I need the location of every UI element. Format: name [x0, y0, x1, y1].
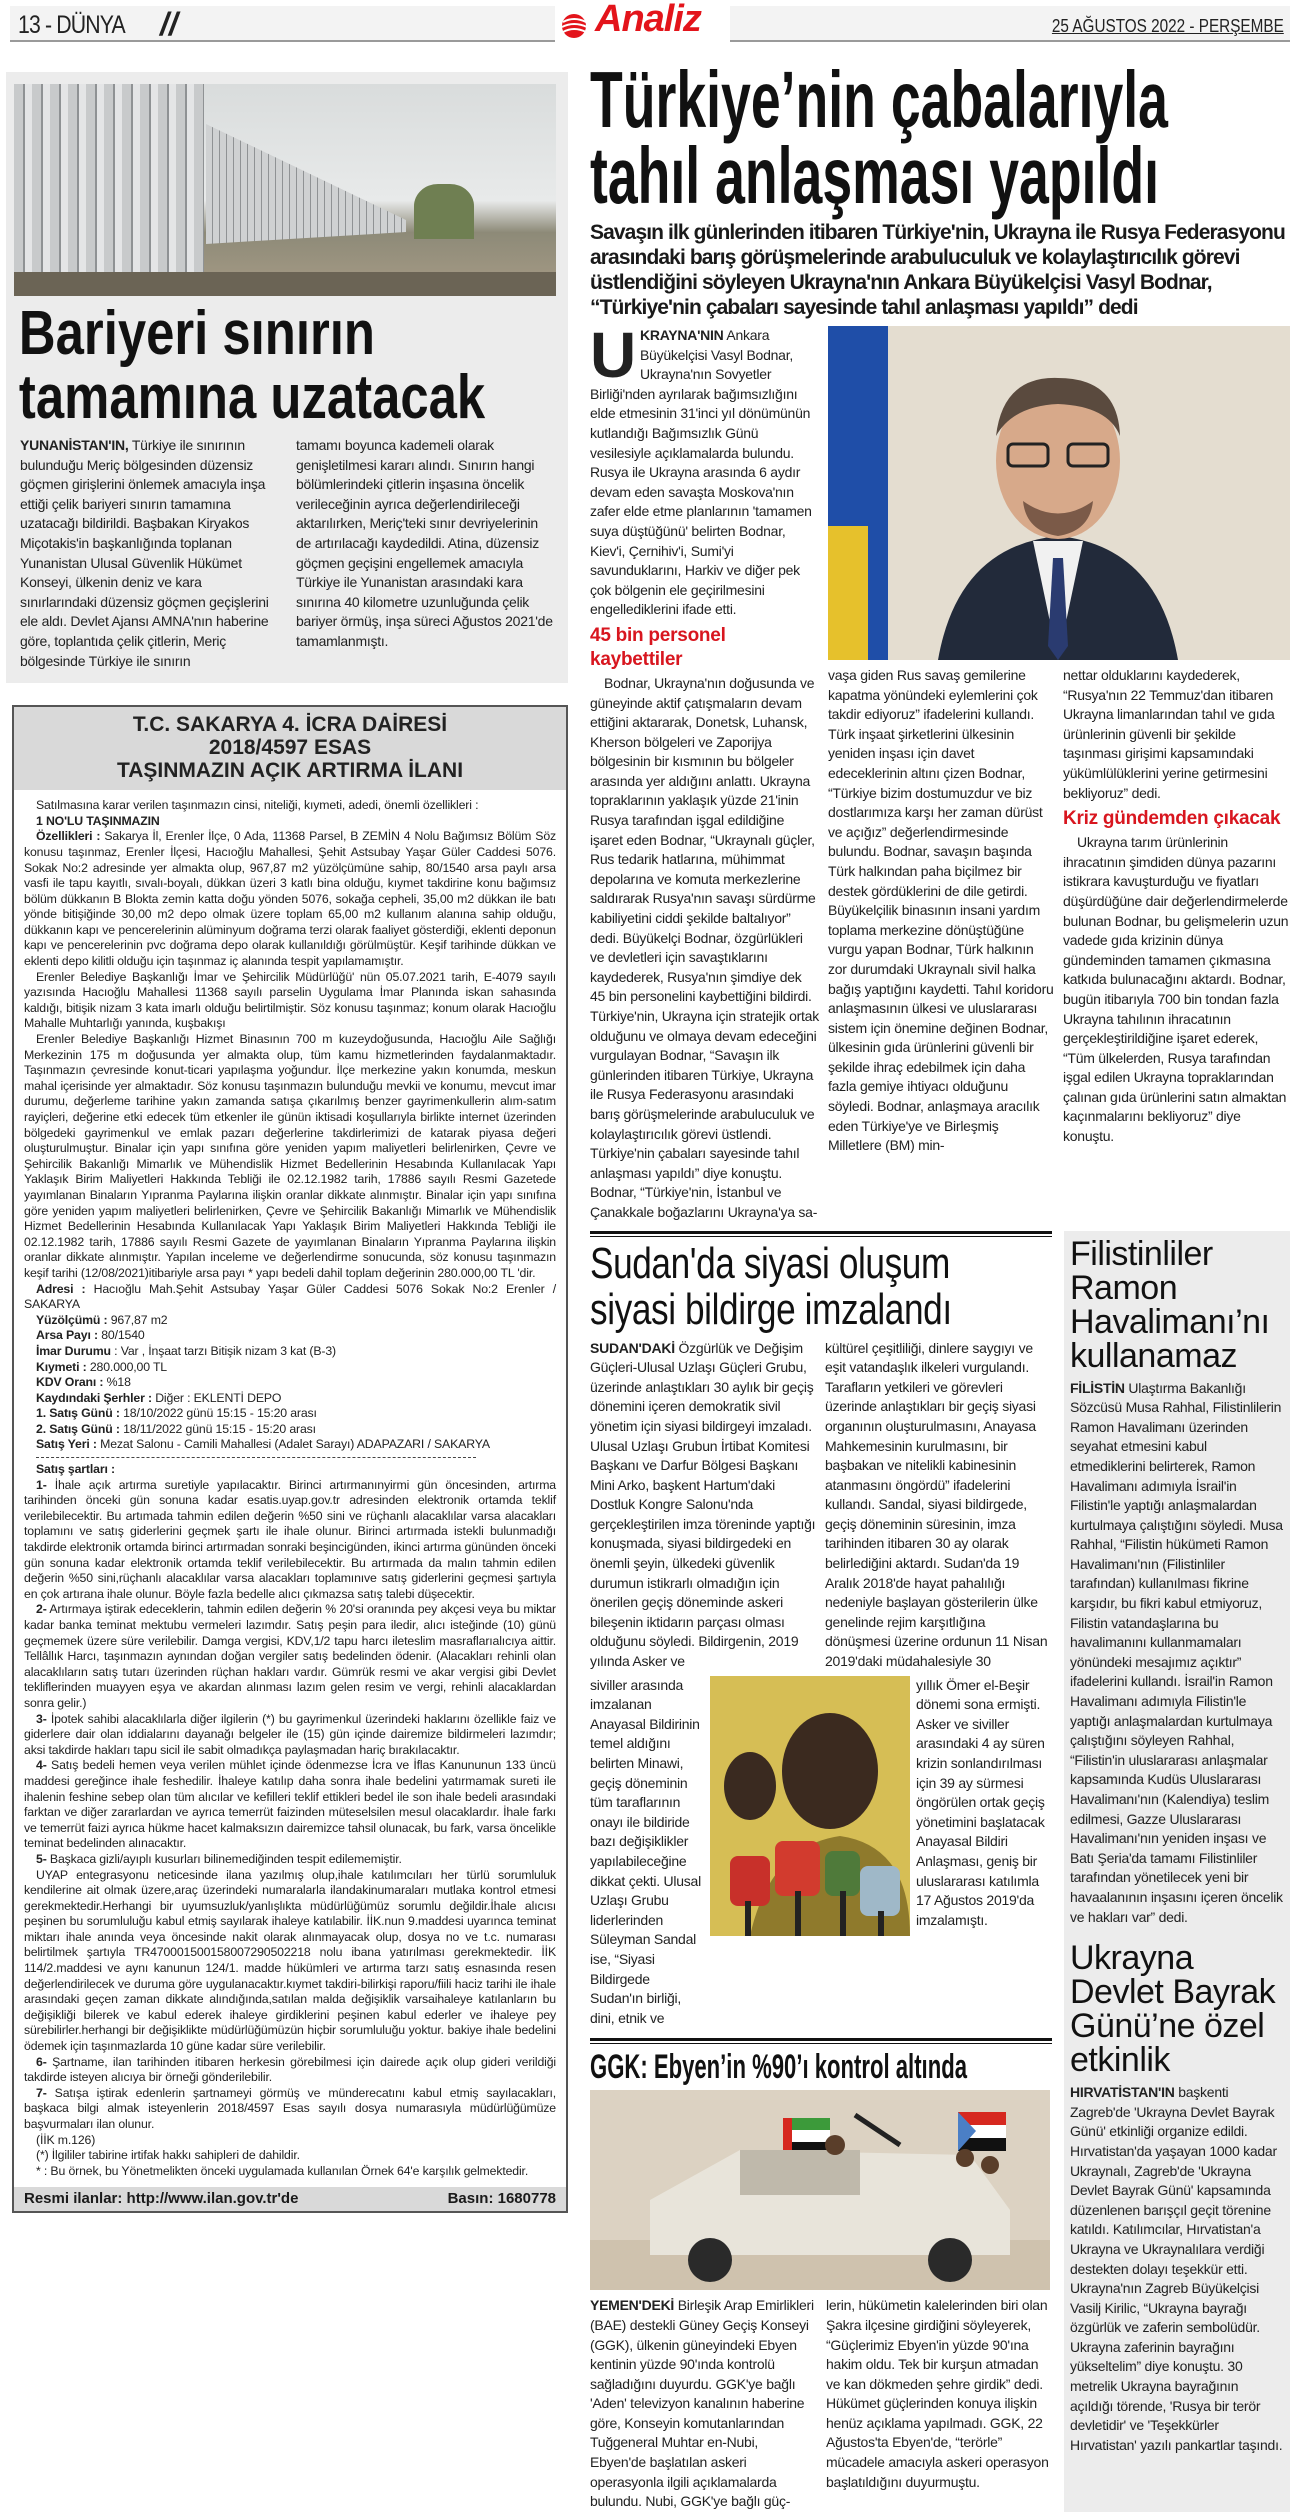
- subhead-text: Savaşın ilk günlerinden itibaren Türkiye'nin, Ukrayna ile Rusya Federasyonu arasındaki barış görüşmelerinde arabuluculuk ve kolaylaştırıcılık görevi üstlendiğini söyleyen Ukrayna'nın Ankara Büyükelçisi Vasyl Bodnar, “Türkiye'nin çabaları sayesinde tahıl anlaşması yapıldı” dedi: [590, 221, 1285, 319]
- headline-line: siyasi bildirge imzalandı: [590, 1284, 952, 1334]
- law-reference: (İİK m.126): [36, 2132, 96, 2147]
- label: Kaydındaki Şerhler :: [36, 1390, 152, 1405]
- body-text: kültürel çeşitliliği, dinlere saygıyı ve eşit vatandaşlık ilkeleri vurgulandı. Tarafların yetkileri ve görevleri üzerinde anlaştıkları bir geçiş siyasi organının oluşturulmasını, Anayasa Mahkemesinin kurulmasını, bir başbakan ve nitelikli kabinesinin atanmasını öngördü” ifadelerini kullandı. Sandal, siyasi bildirgede, geçiş döneminin süresinin, imza tarihinden itibaren 30 ay olarak belirlediğini aktardı. Sudan'da 19 Aralık 2018'de hayat pahalılığı nedeniyle başlayan gösterilerin ülke genelinde rejim karşıtlığına dönüşmesi üzerine ordunun 11 Nisan 2019'daki müdahalesiyle 30: [825, 1339, 1048, 1670]
- label: Kıymeti :: [36, 1359, 87, 1374]
- drop-cap: U: [590, 319, 636, 391]
- newspaper-logo: [555, 0, 730, 42]
- sudan-col-2: [825, 1339, 1052, 1672]
- body-text: lerin, hükümetin kalelerinden biri olan Şakra ilçesine girdiğini söyleyerek, “Güçlerimiz Ebyen'in yüzde 90'ına hakim oldu. Tek bir kurşun atmadan ve kan dökmeden şehre girdik” dedi. Hükümet güçlerinden konuya ilişkin henüz açıklama yapılmadı. GGK, 22 Ağustos'ta Ebyen'de, “terörle” mücadele amacıyla askeri operasyon başlatıldığını duyurmuştu.: [826, 2297, 1049, 2490]
- barrier-headline: [14, 299, 486, 432]
- body-text: Ulaştırma Bakanlığı Sözcüsü Musa Rahhal, Filistinlilerin Ramon Havalimanı üzerinden seyahat etmesini kabul etmediklerini belirterek, Ramon Havalimanı adımıyla İsrail'in Filistin'le yaptığı anlaşmalardan kurtulmaya çalıştığını söyledi. Musa Rahhal, “Filistin hükümeti Ramon Havalimanı'nın (Filistinliler tarafından) kullanılması fikrine karşıdır, bu fikri kabul etmiyoruz, Filistin vatandaşlarına bu havalimanını kullanmamaları yönündeki mesajımız açıktır” ifadelerini kullandı. İsrail'in Ramon Havalimanı adımıyla Filistin'le yaptığı anlaşmalardan kurtulmaya çalıştığını söyleyen Rahhal, “Filistin'in uluslararası anlaşmalar kapsamında Kudüs Uluslararası Havalimanı'nın (Kalendiya) teslim edilmesi, Gazze Uluslararası Havalimanı'nın yeniden inşası ve Batı Şeria'da tamamı Filistinliler tarafından yönetilecek yeni bir havaalanının inşasını içeren öncelik ve hakları var” dedi.: [1070, 1379, 1283, 1925]
- label: Adresi :: [36, 1281, 86, 1296]
- ggk-col-1: [590, 2296, 816, 2512]
- section-slashes: //: [160, 6, 178, 42]
- condition-number: 2-: [36, 1602, 47, 1617]
- value: Mezat Salonu - Camili Mahallesi (Adalet Sarayı) ADAPAZARI / SAKARYA: [96, 1437, 490, 1452]
- condition-number: 5-: [36, 1851, 47, 1866]
- border-fence-photo: [14, 84, 556, 296]
- section-divider: [590, 2038, 1052, 2044]
- condition-text: Satışa iştirak edenlerin şartnameyi görmüş ve münderecatını kabul etmiş sayılacakları, başkaca bilgi almak isteyenlerin 2018/4597 Esas sayılı dosya numarasıyla müdürlüğümüze başvurmaları ilan olunur.: [24, 2085, 556, 2131]
- value: 967,87 m2: [107, 1312, 168, 1327]
- notice-body: [14, 790, 566, 2187]
- military-truck-flags-icon: [590, 2090, 1050, 2290]
- body-text: Ukrayna tarım ürünlerinin ihracatının şimdiden dünya pazarını istikrara kavuşturduğu ve fiyatları düşürdüğüne dair değerlendirmelerde bulunan Bodnar, bu gelişmelerin uzun vadede gıda krizinin dünya gündeminden tamamen çıkmasına katkıda bulunacağını aktardı. Bodnar, bugün itibarıyla 700 bin tondan fazla Ukrayna tahılının ihracatının gerçekleştirildiğine işaret ederek, “Tüm ülkelerden, Rusya tarafından işgal edilen Ukrayna topraklarından çalınan gıda ürünlerini satın almaktan kaçınmalarını bekliyoruz” diye konuştu.: [1063, 834, 1289, 1145]
- sidebar-briefs: [1064, 1231, 1290, 2512]
- notice-footer: [14, 2187, 566, 2211]
- section-divider: [590, 1231, 1052, 1237]
- label: Arsa Payı :: [36, 1328, 98, 1343]
- dateline: HIRVATİSTAN'IN: [1070, 2084, 1175, 2101]
- barrier-col-2: [296, 436, 554, 671]
- sudan-press-photo: [710, 1676, 910, 1936]
- ggk-military-photo: [590, 2090, 1050, 2290]
- conditions-heading: Satış şartları :: [36, 1462, 115, 1477]
- condition-number: 7-: [36, 2085, 47, 2100]
- ukraine-col-1: [590, 319, 820, 1223]
- ambassador-portrait-icon: [828, 326, 1290, 660]
- sudan-col-1: [590, 1339, 817, 1672]
- ukraine-subheadline: [590, 220, 1290, 320]
- headline-line: Türkiye’nin çabalarıyla: [590, 55, 1168, 144]
- barrier-col-1: [20, 436, 278, 671]
- body-text: nettar olduklarını kaydederek, “Rusya'nın 22 Temmuz'dan itibaren Ukrayna limanlarından tahıl ve gıda ürünlerinin güvenli bir şekilde taşınması girişimi kapsamındaki yükümlülüklerini yerine getirmesini bekliyoruz” dedi.: [1063, 667, 1275, 801]
- condition-text: Başkaca gizli/ayıplı kusurları bilinemediğinden tespit edilememiştir.: [46, 1851, 402, 1866]
- body-text: başkenti Zagreb'de 'Ukrayna Devlet Bayrak Günü' etkinliği organize edildi. Hırvatistan'da yaşayan 1000 kadar Ukraynalı, Zagreb'de 'Ukrayna Devlet Bayrak Günü' kapsamında düzenlenen barışçıl geçit törenine katıldı. Katılımcılar, Hırvatistan'a Ukrayna ve Ukraynalılara verdiği destekten dolayı teşekkür etti. Ukrayna'nın Zagreb Büyükelçisi Vasilj Kirilic, “Ukrayna bayrağı özgürlük ve zaferin sembolüdür. Ukrayna zaferinin bayrağını yükseltelim” diye konuştu. 30 metrelik Ukrayna bayrağının açıldığı törende, 'Rusya bir terör devletidir' ve 'Teşekkürler Hırvatistan' yazılı pankartlar taşındı.: [1070, 2084, 1283, 2453]
- label: Yüzölçümü :: [36, 1312, 108, 1327]
- body-text: yıllık Ömer el-Beşir dönemi sona ermişti. Asker ve siviller arasındaki 4 ay süren krizin sonlandırılması için 39 ay sürmesi öngörülen ortak geçiş yönetimini başlatacak Anayasal Bildiri Anlaşması, geniş bir uluslararası katılımla 17 Ağustos 2019'da imzalamıştı.: [916, 1676, 1045, 1928]
- ukraine-col-2: [828, 666, 1055, 1156]
- notice-paragraph: Erenler Belediye Başkanlığı İmar ve Şehircilik Müdürlüğü' nün 05.07.2021 tarih, E-4079 sayılı yazısında Hacıoğlu Mahallesi 11368 sayılı parselin Uygulama İmar Planında iskan sahasında kaldığı, bitişik nizam 3 kata imarlı olduğu belirtilmiştir. Söz konusu taşınmaz; konum olarak Hacıoğlu Mahalle Muhtarlığı yanında, kuşbakışı: [24, 969, 556, 1031]
- body-text: Bodnar, Ukrayna'nın doğusunda ve güneyinde aktif çatışmaların devam ettiğini aktararak, Donetsk, Luhansk, Kherson bölgeleri ve Zaporijya bölgesinin bir kısmının bu bölgeler arasında yer aldığını anlattı. Ukrayna topraklarının yaklaşık yüzde 21'inin Rusya tarafından işgal edildiğine işaret eden Bodnar, “Ukraynalı güçler, Rus tedarik hatlarına, mühimmat depolarına ve komuta merkezlerine saldırarak Rusya'nın savaşı sürdürme kabiliyetini ciddi şekilde baltalıyor” dedi. Büyükelçi Bodnar, özgürlükleri ve devletleri için savaştıklarını kaydederek, Rusya'nın şimdiye dek 45 bin personelini kaybettiğini bildirdi. Türkiye'nin, Ukrayna için stratejik ortak olduğunu ve olmaya devam edeceğini vurgulayan Bodnar, “Savaşın ilk günlerinden itibaren Türkiye, Ukrayna ile Rusya Federasyonu arasındaki barış görüşmelerinde arabuluculuk ve kolaylaştırıcılık görevi üstlendi. Türkiye'nin çabaları sayesinde tahıl anlaşması yapıldı” diye konuştu. Bodnar, “Türkiye'nin, İstanbul ve Çanakkale boğazlarını Ukrayna'ya sa-: [590, 674, 819, 1220]
- section-subhead: Kriz gündemden çıkacak: [1063, 808, 1281, 830]
- notice-subtitle: TAŞINMAZIN AÇIK ARTIRMA İLANI: [116, 759, 464, 783]
- condition-text: İpotek sahibi alacaklılarla diğer ilgilerin (*) bu gayrimenkul üzerindeki haklarını özellikle faiz ve giderlere dair olan iddialarını dayanağı belgeler ile (15) gün içinde dairemize bildirmeleri lazımdır; aksi takdirde hakları tapu sicil ile sabit olmadıkça paylaşmadan hariç bırakılacaktır.: [24, 1711, 556, 1757]
- ukraine-headline: [590, 55, 1168, 220]
- ukraine-article: [590, 319, 1290, 1223]
- body-text: tamamı boyunca kademeli olarak genişletilmesi kararı alındı. Sınırın hangi bölümlerindeki çitlerin inşasına öncelik verileceğinin ayrıca değerlendirileceği aktarılırken, Meriç'teki sınır devriyelerinin de artırılacağı kaydedildi. Atina, düzensiz göçmen geçişini engellemek amacıyla Türkiye ile Yunanistan arasındaki kara sınırına 40 kilometre uzunluğunda çelik bariyer örmüş, inşa süreci Ağustos 2021'de tamamlanmıştı.: [296, 437, 553, 649]
- sudan-col-1-narrow: [590, 1676, 704, 2029]
- footnote: * : Bu örnek, bu Yönetmelikten önceki uygulamada kullanılan Örnek 64'e karşılık gelmektedir.: [36, 2163, 529, 2178]
- notice-intro: Satılmasına karar verilen taşınmazın cinsi, niteliği, kıymeti, adedi, önemli özellikleri :: [36, 798, 479, 813]
- press-number: Basın: 1680778: [447, 2190, 556, 2208]
- condition-text: Satış bedeli hemen veya verilen mühlet içinde ödenmezse İcra ve İflas Kanununun 133 üncü maddesi gereğince ihale feshedilir. İhaleye katılıp daha sonra ihale bedelini yatırmamak sureti ile ihalenin feshine sebep olan tüm alıcılar ve kefilleri teklif ettikleri bedel ile son ihale bedeli arasındaki farktan ve diğer zararlardan ve ayrıca temerrüt faizinden müteselsilen mesul olacaklardır. İhale farkı ve temerrüt faizi ayrıca hükme hacet kalmaksızın dairemizce tahsil olunacak, bu fark, varsa öncelikle teminat bedelinden alınacaktır.: [24, 1758, 556, 1851]
- body-text: vaşa giden Rus savaş gemilerine kapatma yönündeki eylemlerini çok takdir ediyoruz” ifadelerini kullandı. Türk inşaat şirketlerini ülkesinin yeniden inşası için davet edeceklerinin altını çizen Bodnar, “Türkiye bizim dostumuzdur ve biz dostlarımıza karşı her zaman dürüst ve açığız” değerlendirmesinde bulundu. Bodnar, savaşın başında Türk halkından paha biçilmez bir destek gördüklerini de dile getirdi. Büyükelçilik binasının insani yardım toplama merkezine dönüştüğüne vurgu yapan Bodnar, Türk halkının zor durumdaki Ukraynalı sivil halka bağış yaptığını kaydetti. Tahıl koridoru anlaşmasının ülkesi ve uluslararası sistem için önemine değinen Bodnar, ülkesinin gıda ürünlerini güvenli bir şekilde ihraç edebilmek için daha fazla gemiye ihtiyacı olduğunu söyledi. Bodnar, anlaşmaya aracılık eden Türkiye'ye ve Birleşmiş Milletlere (BM) min-: [828, 667, 1054, 1154]
- text: Sakarya İl, Erenler İlçe, 0 Ada, 11368 Parsel, B ZEMİN 4 Nolu Bağımsız Bölüm Söz konusu taşınmaz, Erenler İlçesi, Hacıoğlu Mahallesi, Şehit Astsubay Yaşar Güler Caddesi 5076. Sokak No:2 adresinde yer almakta olup, 967,87 m2 yüzölçümüne sahip, 80/1540 arsa paylı arsa vasfi ile tapu kayıtlı, sıvalı-boyalı, dükkan üzeri 3 katlı bina olduğu, kıymet takdirine konu bağımsız bölüm dükkanın B Blokta zemin katta doğu yönden 5076, sokağa cepheli, 35,00 m2 dükkan ile batı yönde bitişiğinde 30,00 m2 depo olmak üzere toplam 65,00 m2 kullanım alanına sahip olduğu, dükkanın kapı ve pencerelerinin alüminyum doğrama terzi olarak faaliyet gösterdiği, eklenti deponun kapı ve pencerelerinin pvc doğrama depo olarak kullanıldığı görülmüştür. Keşif tarihinde dükkan ve eklenti depo kilitli olduğu için taşınmaz iç alanında tespit yapılamamıştır.: [24, 829, 557, 969]
- body-text: siviller arasında imzalanan Anayasal Bildirinin temel aldığını belirten Minawi, geçiş döneminin tüm taraflarının onayı ile bildiride bazı değişiklikler yapılabileceğine dikkat çekti. Ulusal Uzlaşı Grubu liderlerinden Süleyman Sandal ise, “Siyasi Bildirgede Sudan'ın birliği, dini, etnik ve: [590, 1676, 701, 2026]
- condition-number: 3-: [36, 1711, 47, 1726]
- item-heading: 1 NO'LU TAŞINMAZIN: [36, 813, 160, 828]
- croatia-headline: Ukrayna Devlet Bayrak Günü’ne özel etkinlik: [1070, 1939, 1276, 2080]
- label: Satış Yeri :: [36, 1437, 97, 1452]
- palestine-headline: Filistinliler Ramon Havalimanı’nı kullanamaz: [1070, 1234, 1270, 1375]
- body-text: Ankara Büyükelçisi Vasyl Bodnar, Ukrayna'nın Sovyetler Birliği'nden ayrılarak bağımsızlığını elde etmesinin 31'inci yıl dönümünün kutlandığı Bağımsızlık Günü vesilesiyle açıklamalarda bulundu. Rusya ile Ukrayna arasında 6 aydır devam eden savaşta Moskova'nın zafer elde etme planlarının 'tamamen suya düştüğünü' belirten Bodnar, Kiev'i, Çernihiv'i, Sumi'yi savunduklarını, Harkiv ve diğer pek çok bölgenin ele geçirilmesini engellediklerini ifade etti.: [590, 327, 812, 618]
- headline-line: tamamına uzatacak: [18, 363, 486, 432]
- section-subhead: 45 bin personel kaybettiler: [590, 624, 726, 670]
- condition-number: 4-: [36, 1758, 47, 1773]
- label: KDV Oranı :: [36, 1375, 104, 1390]
- speaker-with-microphones-icon: [710, 1676, 910, 1936]
- issue-date: 25 AĞUSTOS 2022 - PERŞEMBE: [1052, 16, 1284, 36]
- value: 80/1540: [97, 1328, 145, 1343]
- condition-text: Şartname, ilan tarihinden itibaren herkesin görebilmesi için dairede açık olup gideri verildiği takdirde isteyen alıcıya bir örneği gönderilebilir.: [24, 2054, 556, 2085]
- label: 1. Satış Günü :: [36, 1406, 120, 1421]
- sudan-col-2-narrow: [916, 1676, 1052, 1931]
- headline-text: GGK: Ebyen’in %90’ı kontrol altında: [590, 2048, 967, 2087]
- value: 18/10/2022 günü 15:15 - 15:20 arası: [119, 1406, 317, 1421]
- value: : Var , İnşaat tarzı Bitişik nizam 3 kat (B-3): [110, 1343, 336, 1358]
- body-text: Türkiye ile sınırının bulunduğu Meriç bölgesinden düzensiz göçmen girişlerini önlemek amacıyla inşa ettiği çelik bariyeri sınırın tamamına uzatacağı bildirildi. Başbakan Kiryakos Miçotakis'in başkanlığında toplanan Yunanistan Ulusal Güvenlik Hükümet Konseyi, ülkenin deniz ve kara sınırlarındaki düzensiz göçmen geçişlerini ele aldı. Devlet Ajansı AMNA'nın haberine göre, toplantıda çelik çitlerin, Meriç bölgesinde Türkiye ile sınırın: [20, 437, 269, 669]
- label: Özellikleri :: [36, 829, 101, 844]
- value: %18: [103, 1375, 131, 1390]
- headline-line: Bariyeri sınırın: [18, 299, 375, 368]
- value: Diğer : EKLENTİ DEPO: [151, 1390, 282, 1405]
- ggk-col-2: [826, 2296, 1052, 2512]
- ambassador-photo: [828, 326, 1290, 660]
- official-notices-link[interactable]: Resmi ilanlar: http://www.ilan.gov.tr'de: [24, 2190, 299, 2208]
- dateline: YUNANİSTAN'IN,: [20, 437, 129, 453]
- globe-logo-icon: [559, 12, 593, 40]
- footnote: (*) İlgililer tabirine irtifak hakkı sahipleri de dahildir.: [36, 2148, 300, 2163]
- condition-number: 6-: [36, 2054, 47, 2069]
- section-label: 13 - DÜNYA: [18, 11, 125, 39]
- dateline: YEMEN'DEKİ: [590, 2297, 675, 2314]
- dateline: SUDAN'DAKİ: [590, 1339, 675, 1356]
- croatia-body: [1070, 2083, 1284, 2455]
- value: 280.000,00 TL: [86, 1359, 167, 1374]
- condition-number: 1-: [36, 1477, 47, 1492]
- sudan-headline: [590, 1238, 960, 1334]
- palestine-body: [1070, 1379, 1284, 1928]
- label: İmar Durumu: [36, 1343, 111, 1358]
- body-text: Birleşik Arap Emirlikleri (BAE) destekli Güney Geçiş Konseyi (GGK), ülkenin güneyindeki Ebyen kentinin yüzde 90'ında kontrolü sağladığını duyurdu. GGK'ye bağlı 'Aden' televizyon kanalının haberine göre, Konseyin komutanlarından Tuğgeneral Muhtar en-Nubi, Ebyen'de başlatılan askeri operasyonla ilgili açıklamalarda bulundu. Nubi, GGK'ye bağlı güç-: [590, 2297, 814, 2510]
- notice-header: [14, 707, 566, 790]
- headline-line: tahıl anlaşması yapıldı: [590, 131, 1159, 220]
- legal-auction-notice: [12, 705, 568, 2213]
- value: 18/11/2022 günü 15:15 - 15:20 arası: [119, 1421, 316, 1436]
- notice-paragraph: UYAP entegrasyonu neticesinde ilana yazılmış olup,ihale katılımcıları her türlü sorumluluk kendilerine ait olmak üzere,araç üzerindeki numaralarla ilandakinumaraları mutlaka kontrol etmesi gerekmektedir.Herhangi bir uyumsuzluk/yanlışlıkta müdürlüğümüz sorumlu değildir.İhale alıcısı peşinen bu sorumluluğu kabul etmiş sayılarak ihaleye katılabilir. İİK.nun 9.maddesi uyarınca teminat miktarı ihale anında veya öncesinde nakit olarak alınmayacak olup, dosya no ve t.c. numarası belirtilmek şartıyla TR470001500158007290502218 nolu ibana yatırılması gerekmektedir. İİK 114/2.maddesi ve aynı kanunun 124/1. madde hükümleri ve artırma tarzı satış esnasında resen değerlendirilecek ve duruma göre uygulanacaktır.kıymet takdiri-bilirkişi raporu/fiili haciz tarihi ile ihale arasındaki geçen zaman dikkate alındığında,satılan malda değişiklik varsaihaleye katılanların bu değişikliği bilerek ve kabul ederek ihaleye girdiklerini peşinen kabul ederler ve ihaleye pey sürebilirler.herhangi bir değişiklikte müdürlüğümüzün hiçbir sorumluluğu yoktur. bakiye ihale bedelini ödemek için taşınmazlarda 10 güne kadar süre verilebilir.: [24, 1867, 556, 2054]
- condition-text: Artırmaya iştirak edeceklerin, tahmin edilen değerin % 20'si oranında pey akçesi veya bu miktar kadar banka teminat mektubu vermeleri lazımdır. Satış peşin para iledir, alıcı isteğinde (10) günü geçmemek üzere süre verilebilir. Damga vergisi, KDV,1/2 tapu harcı ileteslim masraflarıalıcıya aittir. Tellâllık Harcı, taşınmazın aynından doğan vergiler satış bedelinden ödenir. (Alacakları rehinli olan alacaklıların satış tutarı üzerinden rüçhan hakları vardır. Gümrük resmi ve akar vergisi gibi Devlet tekliflerinden muayyen eşya ve akardan alınması lazım gelen resim ve vergi, rehinli alacaklardan sonra gelir.): [24, 1602, 556, 1710]
- right-column: [590, 55, 1290, 2512]
- notice-paragraph: Erenler Belediye Başkanlığı Hizmet Binasının 700 m kuzeydoğusunda, Hacıoğlu Aile Sağlığı Merkezinin 175 m doğusunda yer almakta olup, tüm kamu hizmetlerinden faydalanmaktadır. Taşınmazın çevresinde konut-ticari yapılaşma yoğundur. İlçe merkezine yakın konumda, meskun mahal içerisinde yer almaktadır. Söz konusu taşınmazın bulunduğu mevkii ve konumu, mevcut imar durumu, değerleme tarihine yakın zamanda satışa çıkarılmış benzer gayrimenkullerin alım-satım rayiçleri, değerine etki edecek tüm etkenler ile günün iktisadi koşullarıyla birlikte internet üzerinden bölgedeki gayrimenkul ve emlak pazarı değerlerine takdirlerimizi de katarak piyasa değeri oluşturulmuştur. Binalar için yapı sınıfına göre yeniden yapım maliyetleri belirlenirken, Çevre ve Şehircilik Bakanlığı Mimarlık ve Mühendislik Hizmet Bedellerinin Hesabında Kullanılacak Yapı Yaklaşık Birim Maliyetleri Hakkında Tebliği ile 02.12.1982 tarih, 17886 sayılı Resmi Gazetede yayımlanan Binaların Yıpranma Paylarına ilişkin oranlar dikkate alınmıştır. Binalar için yapı sınıfına göre yeniden yapım maliyetleri belirlenirken, Çevre ve Şehircilik Bakanlığı Mimarlık ve Mühendislik Hizmet Bedellerinin Hesabında Kullanılacak Yapı Yaklaşık Birim Maliyetleri Hakkında Tebliği ile 02.12.1982 tarih, 17886 sayılı Resmi Gazete de yayımlanan Binaların Yıpranma Paylarına ilişkin oranlar dikkate alınmıştır. Yapılan inceleme ve değerlendirme sonucunda, söz konusu taşınmazın keşif tarihi (12/08/2021)itibariyle arsa payı * yapı bedeli dahil toplam değerinin 280.000,00 TL 'dir.: [24, 1032, 556, 1280]
- text: Hacıoğlu Mah.Şehit Astsubay Yaşar Güler Caddesi 5076 Sokak No:2 Erenler / SAKARYA: [24, 1281, 556, 1312]
- ggk-headline: [590, 2048, 967, 2087]
- divider: [36, 1457, 476, 1458]
- logo-text: Analiz: [595, 0, 701, 40]
- dateline: FİLİSTİN: [1070, 1379, 1125, 1396]
- headline-line: Sudan'da siyasi oluşum: [590, 1238, 950, 1288]
- body-text: Özgürlük ve Değişim Güçleri-Ulusal Uzlaşı Güçleri Grubu, üzerinde anlaştıkları 30 aylık bir geçiş dönemini içeren demokratik sivil yönetim için siyasi bildirgeyi imzaladı. Ulusal Uzlaşı Grubun İrtibat Komitesi Başkanı ve Darfur Bölgesi Başkanı Mini Arko, başkent Hartum'daki Dostluk Kongre Salonu'nda gerçekleştirilen imza töreninde yaptığı konuşmada, siyasi bildirgedeki en önemli şeyin, ülkedeki güvenlik durumun istikrarlı olmadığın için önerilen geçiş döneminde askeri bileşenin iktidarın parçası olması olduğunu söyledi. Bildirgenin, 2019 yılında Asker ve: [590, 1339, 816, 1670]
- notice-title: T.C. SAKARYA 4. İCRA DAİRESİ: [132, 713, 448, 737]
- dateline: KRAYNA'NIN: [639, 327, 724, 343]
- ukraine-col-3: [1063, 666, 1290, 1156]
- left-column: [6, 72, 568, 2213]
- notice-case-number: 2018/4597 ESAS: [208, 736, 372, 760]
- condition-text: İhale açık artırma suretiyle yapılacaktır. Birinci artırmanınyirmi gün öncesinden, artırma tarihinden önceki gün sonuna kadar esatis.uyap.gov.tr adresinden elektronik ortamda teklif verilebilecektir. Bu artımada tahmin edilen değerin %50 sini ve rüçhanlı alacaklılar varsa alacakları toplamını ve satış giderlerini geçmek şartı ile ihale olunur. Birinci artırmada istekli bulunmadığı takdirde elektronik ortamda birinci artırmadan sonraki beşincigünden, ikinci artırma gününden önceki gün sonuna kadar elektronik ortamda teklif verilebilecektir. Bu artırmada da malın tahmin edilen değerin %50 sini,rüçhanlı alacaklılar varsa alacakları toplamınıve satış giderlerini geçmesi şartıyla en çok artırana ihale olunur. Böyle fazla bedelle alıcı çıkmazsa satış talebi düşecektir.: [24, 1477, 556, 1601]
- barrier-article: [6, 72, 568, 683]
- label: 2. Satış Günü :: [36, 1421, 120, 1436]
